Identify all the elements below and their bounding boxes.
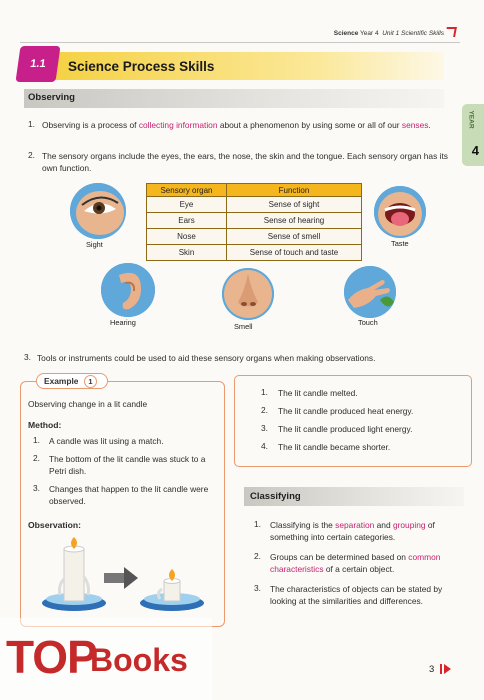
result-number: 1.: [261, 387, 268, 397]
running-header: [334, 30, 444, 37]
table-cell: Ears: [147, 213, 227, 229]
example-title: Observing change in a lit candle: [28, 399, 148, 409]
classify-highlight: separation: [335, 520, 375, 530]
example-number: 1: [84, 375, 97, 388]
step-number: 3.: [33, 483, 40, 493]
section-number: 1.1: [29, 58, 47, 70]
classify-number: 1.: [254, 519, 261, 529]
table-cell: Sense of sight: [226, 197, 361, 213]
table-header-function: Function: [226, 184, 361, 197]
header-unit: Unit 1 Scientific Skills: [382, 30, 444, 37]
classify-item: [270, 551, 462, 576]
watermark-top: TOP: [6, 631, 97, 683]
sight-label: Sight: [86, 240, 103, 249]
observation-label: Observation:: [28, 520, 82, 530]
eye-illustration: [70, 183, 126, 239]
p1-number: 1.: [28, 119, 35, 129]
classifying-heading: Classifying: [250, 491, 301, 502]
header-divider: [20, 42, 460, 43]
table-row: [147, 197, 362, 213]
p1-text-c: .: [428, 120, 431, 130]
watermark-books: Books: [90, 642, 188, 678]
touch-label: Touch: [358, 318, 378, 327]
classify-item: The characteristics of objects can be stated by looking at the similarities and differences.: [270, 584, 443, 607]
hearing-label: Hearing: [110, 318, 136, 327]
taste-label: Taste: [391, 239, 409, 248]
page-arrow-icon: [444, 664, 451, 674]
table-header-organ: Sensory organ: [147, 184, 227, 197]
sensory-organ-table: [146, 183, 362, 261]
page-title: Science Process Skills: [68, 59, 215, 74]
example-label: Example: [44, 376, 79, 386]
year-tab-number: 4: [471, 143, 479, 158]
header-subject: Science: [333, 30, 359, 37]
p1-text-a: Observing is a process of: [42, 120, 139, 130]
method-label: Method:: [28, 420, 62, 430]
year-tab-label: YEAR: [467, 110, 475, 129]
smell-label: Smell: [234, 322, 253, 331]
paragraph-1: [42, 119, 452, 131]
paragraph-2: The sensory organs include the eyes, the ears, the nose, the skin and the tongue. Each sensory organ has its own function.: [42, 151, 448, 174]
classify-number: 3.: [254, 583, 261, 593]
p3-number: 3.: [24, 352, 31, 362]
table-cell: Sense of touch and taste: [226, 245, 361, 261]
classify-text: Classifying is the: [270, 520, 336, 530]
table-row: [147, 245, 362, 261]
table-cell: Skin: [147, 245, 227, 261]
header-logo-icon: [445, 27, 457, 37]
table-cell: Sense of hearing: [226, 213, 361, 229]
observing-heading: Observing: [28, 92, 75, 103]
hand-illustration: [344, 266, 396, 318]
method-step: Changes that happen to the lit candle were observed.: [49, 484, 209, 507]
result-item: The lit candle became shorter.: [278, 442, 391, 452]
candle-illustration: [38, 535, 218, 617]
classify-text: Groups can be determined based on: [270, 552, 409, 562]
result-item: The lit candle melted.: [278, 388, 358, 398]
ear-illustration: [101, 263, 155, 317]
section-number-tag: [15, 46, 60, 82]
method-step: The bottom of the lit candle was stuck to a Petri dish.: [49, 454, 206, 477]
page-number: 3: [429, 664, 435, 675]
result-number: 4.: [261, 441, 268, 451]
paragraph-3: Tools or instruments could be used to aid these sensory organs when making observations.: [37, 353, 376, 363]
step-number: 1.: [33, 435, 40, 445]
nose-illustration: [222, 268, 274, 320]
table-cell: Eye: [147, 197, 227, 213]
result-number: 3.: [261, 423, 268, 433]
p2-number: 2.: [28, 150, 35, 160]
observing-heading-bar: [24, 89, 444, 108]
classify-number: 2.: [254, 551, 261, 561]
classify-highlight: grouping: [392, 520, 426, 530]
header-year: Year 4: [360, 30, 379, 37]
table-row: [147, 213, 362, 229]
classify-item: [270, 519, 462, 544]
classify-highlight: common characteristics: [270, 552, 441, 575]
table-row: [147, 229, 362, 245]
result-item: The lit candle produced heat energy.: [278, 406, 414, 416]
classify-text: of something into certain categories.: [270, 520, 435, 543]
classify-text: of a certain object.: [323, 564, 395, 575]
p1-highlight-a: collecting information: [138, 120, 218, 130]
step-number: 2.: [33, 453, 40, 463]
p1-text-b: about a phenomenon by using some or all of our: [217, 120, 402, 130]
mouth-illustration: [374, 186, 426, 238]
method-step: A candle was lit using a match.: [49, 436, 164, 446]
table-cell: Nose: [147, 229, 227, 245]
table-cell: Sense of smell: [226, 229, 361, 245]
page-marker-bar: [440, 664, 442, 674]
result-number: 2.: [261, 405, 268, 415]
result-item: The lit candle produced light energy.: [278, 424, 413, 434]
p1-highlight-b: senses: [401, 120, 429, 130]
classify-text: and: [374, 520, 393, 530]
